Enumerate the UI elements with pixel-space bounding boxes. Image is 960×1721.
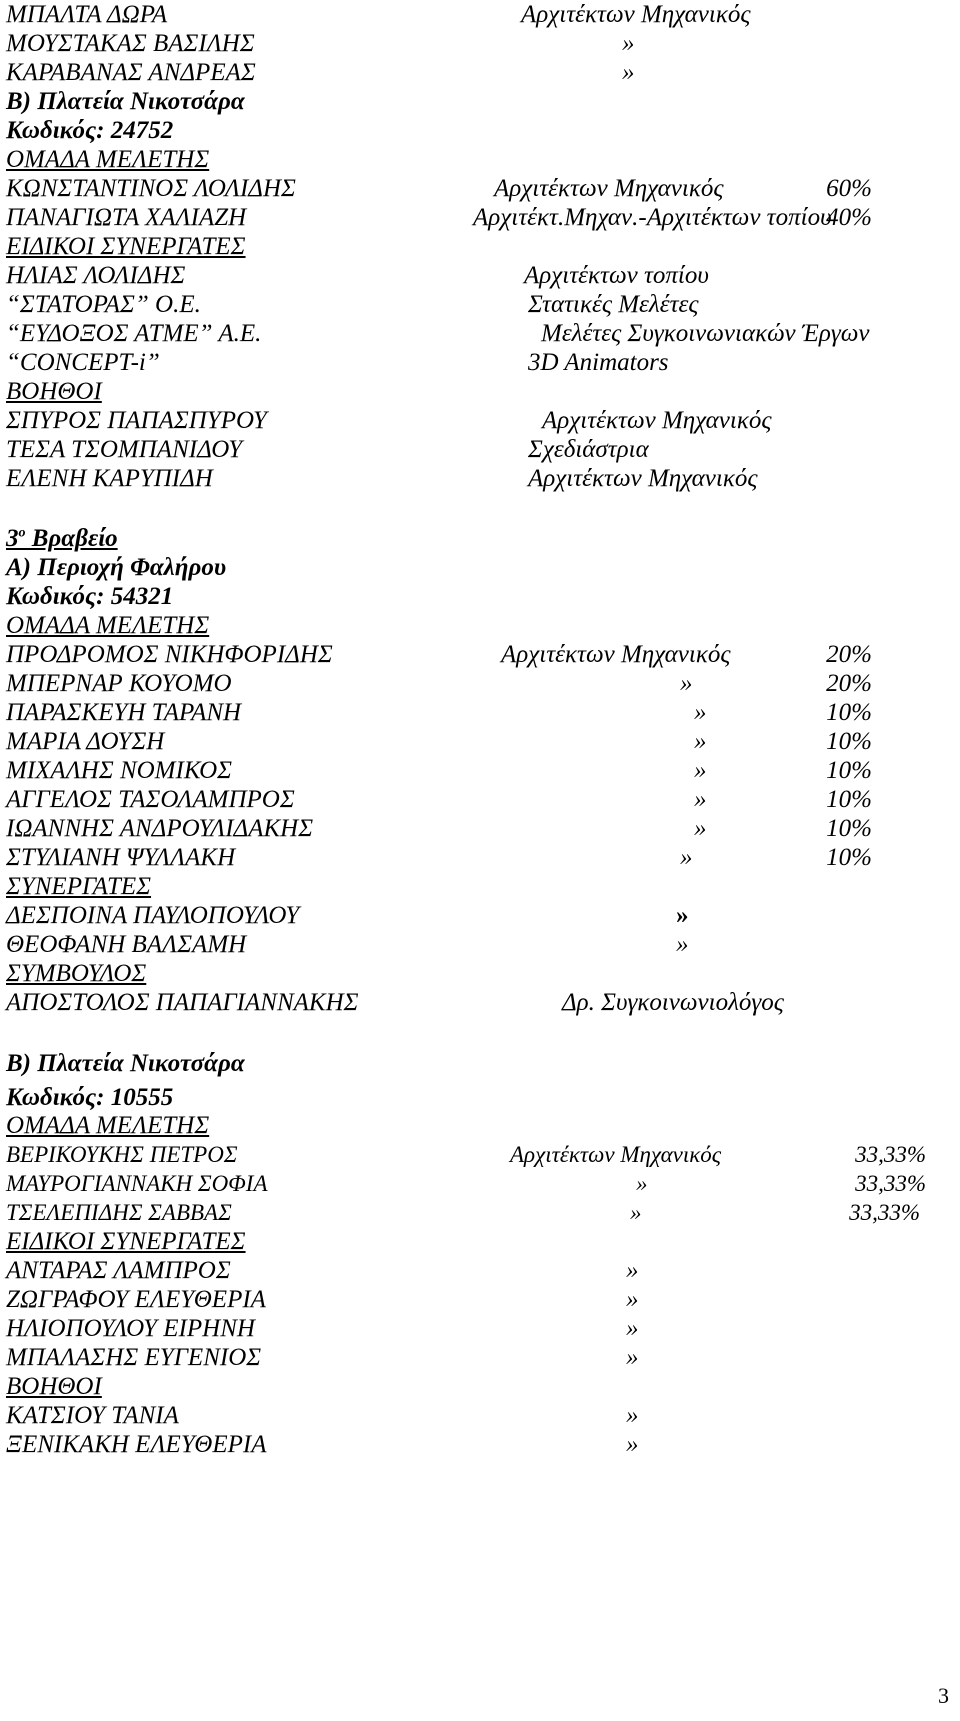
line-role: » <box>694 757 707 784</box>
line-name: ΗΛΙΟΠΟΥΛΟΥ ΕΙΡΗΝΗ <box>6 1315 255 1342</box>
line-name: ΠΡΟΔΡΟΜΟΣ ΝΙΚΗΦΟΡΙΔΗΣ <box>6 641 333 668</box>
line-role: Αρχιτέκτων Μηχανικός <box>542 407 772 434</box>
line-role: » <box>694 786 707 813</box>
line-percent: 40% <box>826 204 872 231</box>
line-name: ΣΠΥΡΟΣ ΠΑΠΑΣΠΥΡΟΥ <box>6 407 267 434</box>
line-role: » <box>680 670 693 697</box>
award-number: 3 <box>6 525 19 552</box>
line-role: Αρχιτέκτων τοπίου <box>524 262 709 289</box>
group-heading: ΕΙΔΙΚΟΙ ΣΥΝΕΡΓΑΤΕΣ <box>6 233 246 260</box>
award-superscript: ο <box>18 525 26 541</box>
line-name: ΜΠΑΛΑΣΗΣ ΕΥΓΕΝΙΟΣ <box>6 1344 262 1371</box>
line-role: » <box>694 728 707 755</box>
line-name: ΖΩΓΡΑΦΟΥ ΕΛΕΥΘΕΡΙΑ <box>6 1286 266 1313</box>
line-name: ΚΑΤΣΙΟΥ ΤΑΝΙΑ <box>6 1402 179 1429</box>
group-heading: ΕΙΔΙΚΟΙ ΣΥΝΕΡΓΑΤΕΣ <box>6 1228 246 1255</box>
line-percent: 10% <box>826 844 872 871</box>
line-percent: 20% <box>826 641 872 668</box>
line-name: ΜΑΥΡΟΓΙΑΝΝΑΚΗ ΣΟΦΙΑ <box>6 1171 268 1196</box>
line-name: ΘΕΟΦΑΝΗ ΒΑΛΣΑΜΗ <box>6 931 247 958</box>
award-title <box>6 524 118 554</box>
line-role: » <box>676 931 689 958</box>
line-role: » <box>622 59 635 86</box>
section-title: Β) Πλατεία Νικοτσάρα <box>6 88 245 115</box>
line-role: Αρχιτέκτων Μηχανικός <box>501 641 731 668</box>
line-role: Μελέτες Συγκοινωνιακών Έργων <box>541 320 870 347</box>
line-role: Σχεδιάστρια <box>528 436 649 463</box>
line-role: Δρ. Συγκοινωνιολόγος <box>562 989 784 1016</box>
line-name: ΒΕΡΙΚΟΥΚΗΣ ΠΕΤΡΟΣ <box>6 1142 238 1167</box>
line-role: Αρχιτέκτ.Μηχαν.-Αρχιτέκτων τοπίου <box>473 204 832 231</box>
line-role: » <box>626 1257 639 1284</box>
line-name: ΜΠΕΡΝΑΡ ΚΟΥΟΜΟ <box>6 670 232 697</box>
group-heading: ΣΥΜΒΟΥΛΟΣ <box>6 960 147 987</box>
line-role: » <box>636 1171 648 1196</box>
line-role: Αρχιτέκτων Μηχανικός <box>494 175 724 202</box>
line-name: ΞΕΝΙΚΑΚΗ ΕΛΕΥΘΕΡΙΑ <box>6 1431 267 1458</box>
line-name: ΚΩΝΣΤΑΝΤΙΝΟΣ ΛΟΛΙΔΗΣ <box>6 175 296 202</box>
line-name: “CONCEPT-i” <box>6 349 160 376</box>
line-role: » <box>630 1200 642 1225</box>
line-name: ΣΤΥΛΙΑΝΗ ΨΥΛΛΑΚΗ <box>6 844 236 871</box>
line-role: Αρχιτέκτων Μηχανικός <box>528 465 758 492</box>
section-code: Κωδικός: 24752 <box>6 117 174 144</box>
group-heading: ΒΟΗΘΟΙ <box>6 1373 102 1400</box>
line-role: » <box>626 1315 639 1342</box>
group-heading: ΒΟΗΘΟΙ <box>6 378 102 405</box>
line-role: » <box>622 30 635 57</box>
section-title: Α) Περιοχή Φαλήρου <box>6 554 227 581</box>
section-code: Κωδικός: 10555 <box>6 1084 174 1111</box>
line-percent: 60% <box>826 175 872 202</box>
section-code: Κωδικός: 54321 <box>6 583 174 610</box>
line-name: ΑΝΤΑΡΑΣ ΛΑΜΠΡΟΣ <box>6 1257 231 1284</box>
award-label: Βραβείο <box>25 525 118 552</box>
line-percent: 33,33% <box>849 1200 920 1225</box>
section-title: Β) Πλατεία Νικοτσάρα <box>6 1050 245 1077</box>
line-percent: 20% <box>826 670 872 697</box>
line-role: Αρχιτέκτων Μηχανικός <box>521 1 751 28</box>
line-role: » <box>694 815 707 842</box>
line-role: 3D Animators <box>528 349 669 376</box>
line-name: ΜΠΑΛΤΑ ΔΩΡΑ <box>6 1 168 28</box>
line-role: Στατικές Μελέτες <box>528 291 699 318</box>
line-name: ΕΛΕΝΗ ΚΑΡΥΠΙΔΗ <box>6 465 213 492</box>
line-name: ΗΛΙΑΣ ΛΟΛΙΔΗΣ <box>6 262 186 289</box>
line-name: ΜΟΥΣΤΑΚΑΣ ΒΑΣΙΛΗΣ <box>6 30 255 57</box>
line-percent: 33,33% <box>855 1171 926 1196</box>
line-name: ΠΑΝΑΓΙΩΤΑ ΧΑΛΙΑΖΗ <box>6 204 247 231</box>
group-heading: ΣΥΝΕΡΓΑΤΕΣ <box>6 873 152 900</box>
line-name: ΤΕΣΑ ΤΣΟΜΠΑΝΙΔΟΥ <box>6 436 243 463</box>
line-name: ΜΑΡΙΑ ΔΟΥΣΗ <box>6 728 165 755</box>
line-name: ΤΣΕΛΕΠΙΔΗΣ ΣΑΒΒΑΣ <box>6 1200 232 1225</box>
page-number: 3 <box>938 1683 949 1708</box>
line-role: » <box>680 844 693 871</box>
group-heading: ΟΜΑΔΑ ΜΕΛΕΤΗΣ <box>6 1112 210 1139</box>
line-name: “ΣΤΑΤΟΡΑΣ” Ο.Ε. <box>6 291 201 318</box>
group-heading: ΟΜΑΔΑ ΜΕΛΕΤΗΣ <box>6 612 210 639</box>
line-name: ΙΩΑΝΝΗΣ ΑΝΔΡΟΥΛΙΔΑΚΗΣ <box>6 815 314 842</box>
line-name: ΑΠΟΣΤΟΛΟΣ ΠΑΠΑΓΙΑΝΝΑΚΗΣ <box>6 989 359 1016</box>
line-role: » <box>676 902 689 929</box>
line-name: ΚΑΡΑΒΑΝΑΣ ΑΝΔΡΕΑΣ <box>6 59 256 86</box>
line-percent: 10% <box>826 815 872 842</box>
line-role: » <box>626 1431 639 1458</box>
line-role: » <box>626 1344 639 1371</box>
line-name: ΑΓΓΕΛΟΣ ΤΑΣΟΛΑΜΠΡΟΣ <box>6 786 295 813</box>
line-percent: 10% <box>826 757 872 784</box>
line-percent: 10% <box>826 786 872 813</box>
line-name: “ΕΥΔΟΞΟΣ ΑΤΜΕ” Α.Ε. <box>6 320 262 347</box>
line-role: Αρχιτέκτων Μηχανικός <box>510 1142 722 1167</box>
line-percent: 33,33% <box>855 1142 926 1167</box>
line-name: ΠΑΡΑΣΚΕΥΗ ΤΑΡΑΝΗ <box>6 699 242 726</box>
line-role: » <box>626 1286 639 1313</box>
line-role: » <box>626 1402 639 1429</box>
group-heading: ΟΜΑΔΑ ΜΕΛΕΤΗΣ <box>6 146 210 173</box>
line-name: ΜΙΧΑΛΗΣ ΝΟΜΙΚΟΣ <box>6 757 233 784</box>
line-percent: 10% <box>826 728 872 755</box>
line-percent: 10% <box>826 699 872 726</box>
line-name: ΔΕΣΠΟΙΝΑ ΠΑΥΛΟΠΟΥΛΟΥ <box>6 902 300 929</box>
line-role: » <box>694 699 707 726</box>
